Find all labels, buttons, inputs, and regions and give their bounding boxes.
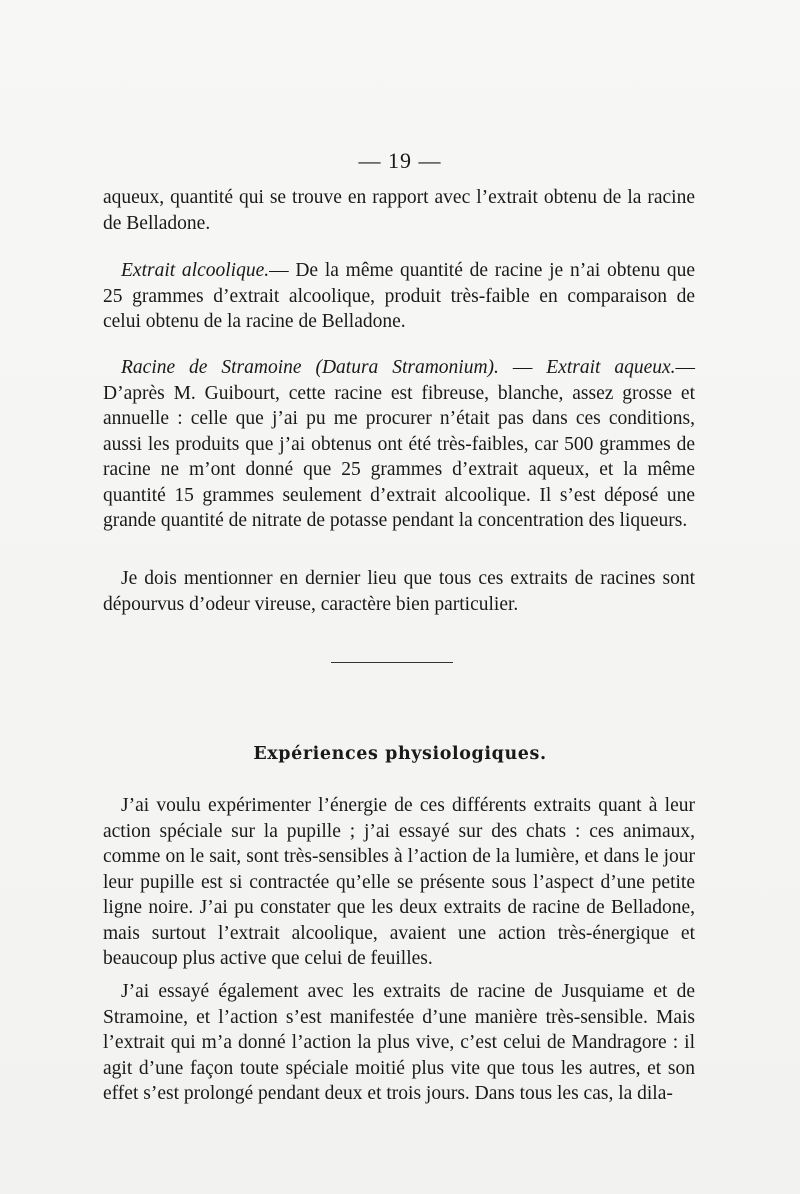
- paragraph-text: Je dois mentionner en dernier lieu que tous ces extraits de racines sont dépourvus d’odeur vireuse, caractère bien particulier.: [103, 568, 695, 615]
- paragraph-text: aqueux, quantité qui se trouve en rapport avec l’extrait obtenu de la racine de Belladone.: [103, 187, 695, 234]
- paragraph-dash: —: [498, 357, 547, 378]
- paragraph-body: — D’après M. Guibourt, cette racine est fibreuse, blanche, assez grosse et annuelle : celle que j’ai pu me procurer n’était pas dans ces conditions, aussi les produits que j’ai obtenus ont été très-faibles, car 500 grammes de racine ne m’ont donné que 25 grammes d’extrait aqueux, et la même quantité 15 grammes seulement d’extrait alcoolique. Il s’est déposé une grande quantité de nitrate de potasse pendant la concentration des liqueurs.: [103, 357, 696, 531]
- paragraph-6: [103, 979, 695, 1107]
- paragraph-5: [103, 793, 695, 972]
- paragraph-text: [103, 355, 695, 534]
- paragraph-text: J’ai essayé également avec les extraits de racine de Jusquiame et de Stramoine, et l’action s’est manifestée d’une manière très-sensible. Mais l’extrait qui m’a donné l’action la plus vive, c’est celui de Mandragore : il agit d’une façon toute spéciale moitié plus vite que tous les autres, et son effet s’est prolongé pendant deux et trois jours. Dans tous les cas, la dila-: [103, 981, 695, 1104]
- paragraph-1: [103, 185, 695, 236]
- section-heading: Expériences physiologiques.: [253, 744, 547, 764]
- paragraph-lead: Racine de Stramoine: [121, 357, 302, 378]
- paragraph-lead-latin: (Datura Stramonium).: [301, 357, 499, 378]
- page-number: — 19 —: [358, 148, 442, 173]
- paragraph-lead-extrait: Extrait aqueux.: [546, 357, 676, 378]
- paragraph-lead: Extrait alcoolique.: [121, 260, 270, 281]
- section-divider: [331, 662, 453, 663]
- paragraph-4: [103, 566, 695, 617]
- paragraph-text: J’ai voulu expérimenter l’énergie de ces différents extraits quant à leur action spéciale sur la pupille ; j’ai essayé sur des chats : ces animaux, comme on le sait, sont très-sensibles à l’action de la lumière, et dans le jour leur pupille est si contractée qu’elle se présente sous l’aspect d’une petite ligne noire. J’ai pu constater que les deux extraits de racine de Belladone, mais surtout l’extrait alcoolique, avaient une action très-énergique et beaucoup plus active que celui de feuilles.: [103, 795, 695, 969]
- paragraph-racine-de-stramoine: [103, 355, 695, 534]
- paragraph-body: — De la même quantité de racine je n’ai obtenu que 25 grammes d’extrait alcoolique, produit très-faible en comparaison de celui obtenu de la racine de Belladone.: [103, 260, 695, 332]
- paragraph-text: [103, 258, 695, 335]
- paragraph-extrait-alcoolique: [103, 258, 695, 335]
